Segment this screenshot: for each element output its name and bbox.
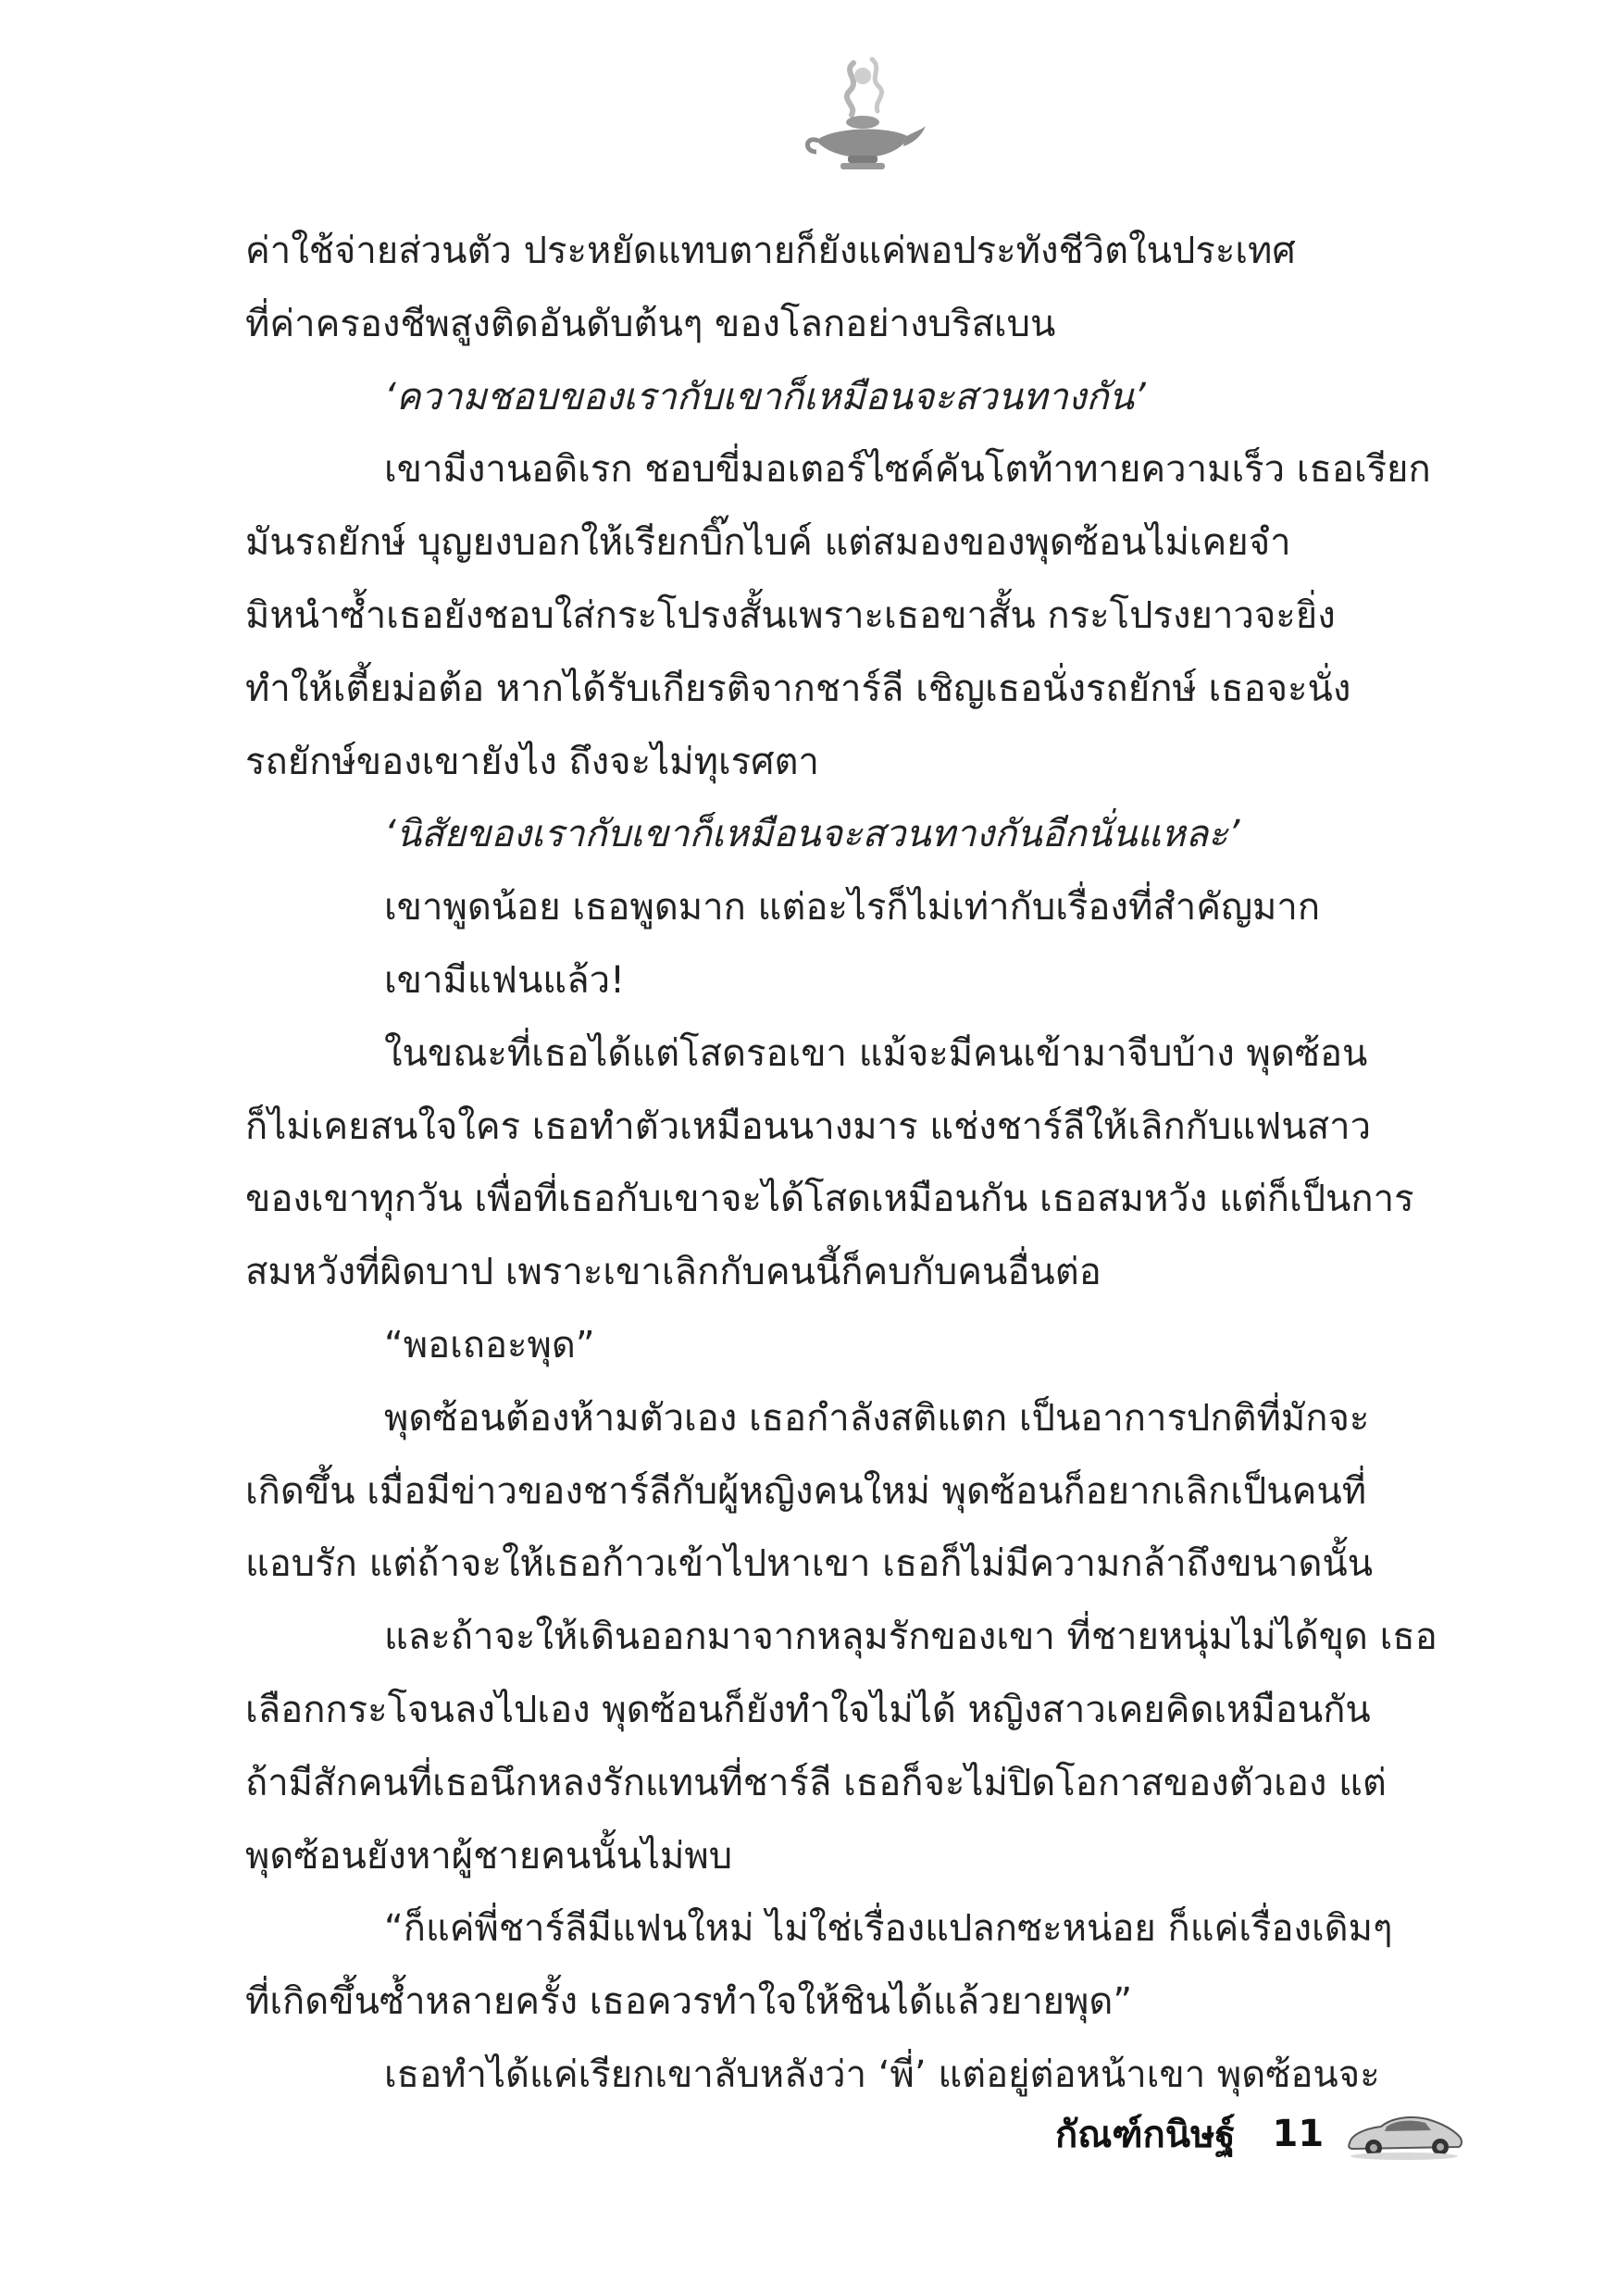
text-line: เขามีงานอดิเรก ชอบขี่มอเตอร์ไซค์คันโตท้าทายความเร็ว เธอเรียก xyxy=(384,448,1431,492)
text-line: รถยักษ์ของเขายังไง ถึงจะไม่ทุเรศตา xyxy=(245,740,819,783)
text-line: ก็ไม่เคยสนใจใคร เธอทำตัวเหมือนนางมาร แช่งชาร์ลีให้เลิกกับแฟนสาว xyxy=(245,1104,1372,1148)
text-line: สมหวังที่ผิดบาป เพราะเขาเลิกกับคนนี้ก็คบกับคนอื่นต่อ xyxy=(245,1251,1101,1294)
text-line: “ก็แค่พี่ชาร์ลีมีแฟนใหม่ ไม่ใช่เรื่องแปลกซะหน่อย ก็แค่เรื่องเดิมๆ xyxy=(384,1907,1393,1951)
text-line: ถ้ามีสักคนที่เธอนึกหลงรักแทนที่ชาร์ลี เธอก็จะไม่ปิดโอกาสของตัวเอง แต่ xyxy=(245,1761,1387,1804)
text-line: พุดซ้อนยังหาผู้ชายคนนั้นไม่พบ xyxy=(245,1834,733,1878)
text-line: พุดซ้อนต้องห้ามตัวเอง เธอกำลังสติแตก เป็นอาการปกติที่มักจะ xyxy=(384,1396,1370,1440)
text-line: เกิดขึ้น เมื่อมีข่าวของชาร์ลีกับผู้หญิงคนใหม่ พุดซ้อนก็อยากเลิกเป็นคนที่ xyxy=(245,1469,1367,1513)
text-line: ของเขาทุกวัน เพื่อที่เธอกับเขาจะได้โสดเหมือนกัน เธอสมหวัง แต่ก็เป็นการ xyxy=(245,1178,1414,1221)
page-footer xyxy=(1055,2092,1464,2176)
text-line: เขาพูดน้อย เธอพูดมาก แต่อะไรก็ไม่เท่ากับเรื่องที่สำคัญมาก xyxy=(384,886,1321,930)
text-line: เขามีแฟนแล้ว! xyxy=(384,958,626,1002)
text-line: ในขณะที่เธอได้แต่โสดรอเขา แม้จะมีคนเข้ามาจีบบ้าง พุดซ้อน xyxy=(384,1031,1368,1075)
text-line: ทำให้เตี้ยม่อต้อ หากได้รับเกียรติจากชาร์ลี เชิญเธอนั่งรถยักษ์ เธอจะนั่ง xyxy=(245,667,1351,710)
body-text xyxy=(245,215,1467,2112)
book-title: กัณฑ์กนิษฐ์ xyxy=(1055,2114,1236,2156)
genie-lamp-icon xyxy=(796,56,926,176)
text-line: ที่เกิดขึ้นซ้ำหลายครั้ง เธอควรทำใจให้ชินได้แล้วยายพุด” xyxy=(245,1980,1133,2024)
text-line: มิหนำซ้ำเธอยังชอบใส่กระโปรงสั้นเพราะเธอขาสั้น กระโปรงยาวจะยิ่ง xyxy=(245,593,1336,637)
page-number: 11 xyxy=(1272,2113,1325,2155)
text-line: เธอทำได้แค่เรียกเขาลับหลังว่า ‘พี่’ แต่อยู่ต่อหน้าเขา พุดซ้อนจะ xyxy=(384,2053,1380,2096)
text-line: และถ้าจะให้เดินออกมาจากหลุมรักของเขา ที่ชายหนุ่มไม่ได้ขุด เธอ xyxy=(384,1616,1438,1659)
text-line: “พอเถอะพุด” xyxy=(384,1323,595,1366)
text-line: ‘นิสัยของเรากับเขาก็เหมือนจะสวนทางกันอีกนั่นแหละ’ xyxy=(384,813,1240,856)
text-line: ค่าใช้จ่ายส่วนตัว ประหยัดแทบตายก็ยังแค่พอประทังชีวิตในประเทศ xyxy=(245,230,1296,272)
text-line: แอบรัก แต่ถ้าจะให้เธอก้าวเข้าไปหาเขา เธอก็ไม่มีความกล้าถึงขนาดนั้น xyxy=(245,1542,1374,1586)
text-line: เลือกกระโจนลงไปเอง พุดซ้อนก็ยังทำใจไม่ได้ หญิงสาวเคยคิดเหมือนกัน xyxy=(245,1688,1371,1731)
text-line: ‘ความชอบของเรากับเขาก็เหมือนจะสวนทางกัน’ xyxy=(384,375,1146,418)
sports-car-icon xyxy=(1344,2106,1464,2162)
text-line: ที่ค่าครองชีพสูงติดอันดับต้นๆ ของโลกอย่างบริสเบน xyxy=(245,302,1056,345)
text-line: มันรถยักษ์ บุญยงบอกให้เรียกบิ๊กไบค์ แต่สมองของพุดซ้อนไม่เคยจำ xyxy=(245,521,1291,565)
